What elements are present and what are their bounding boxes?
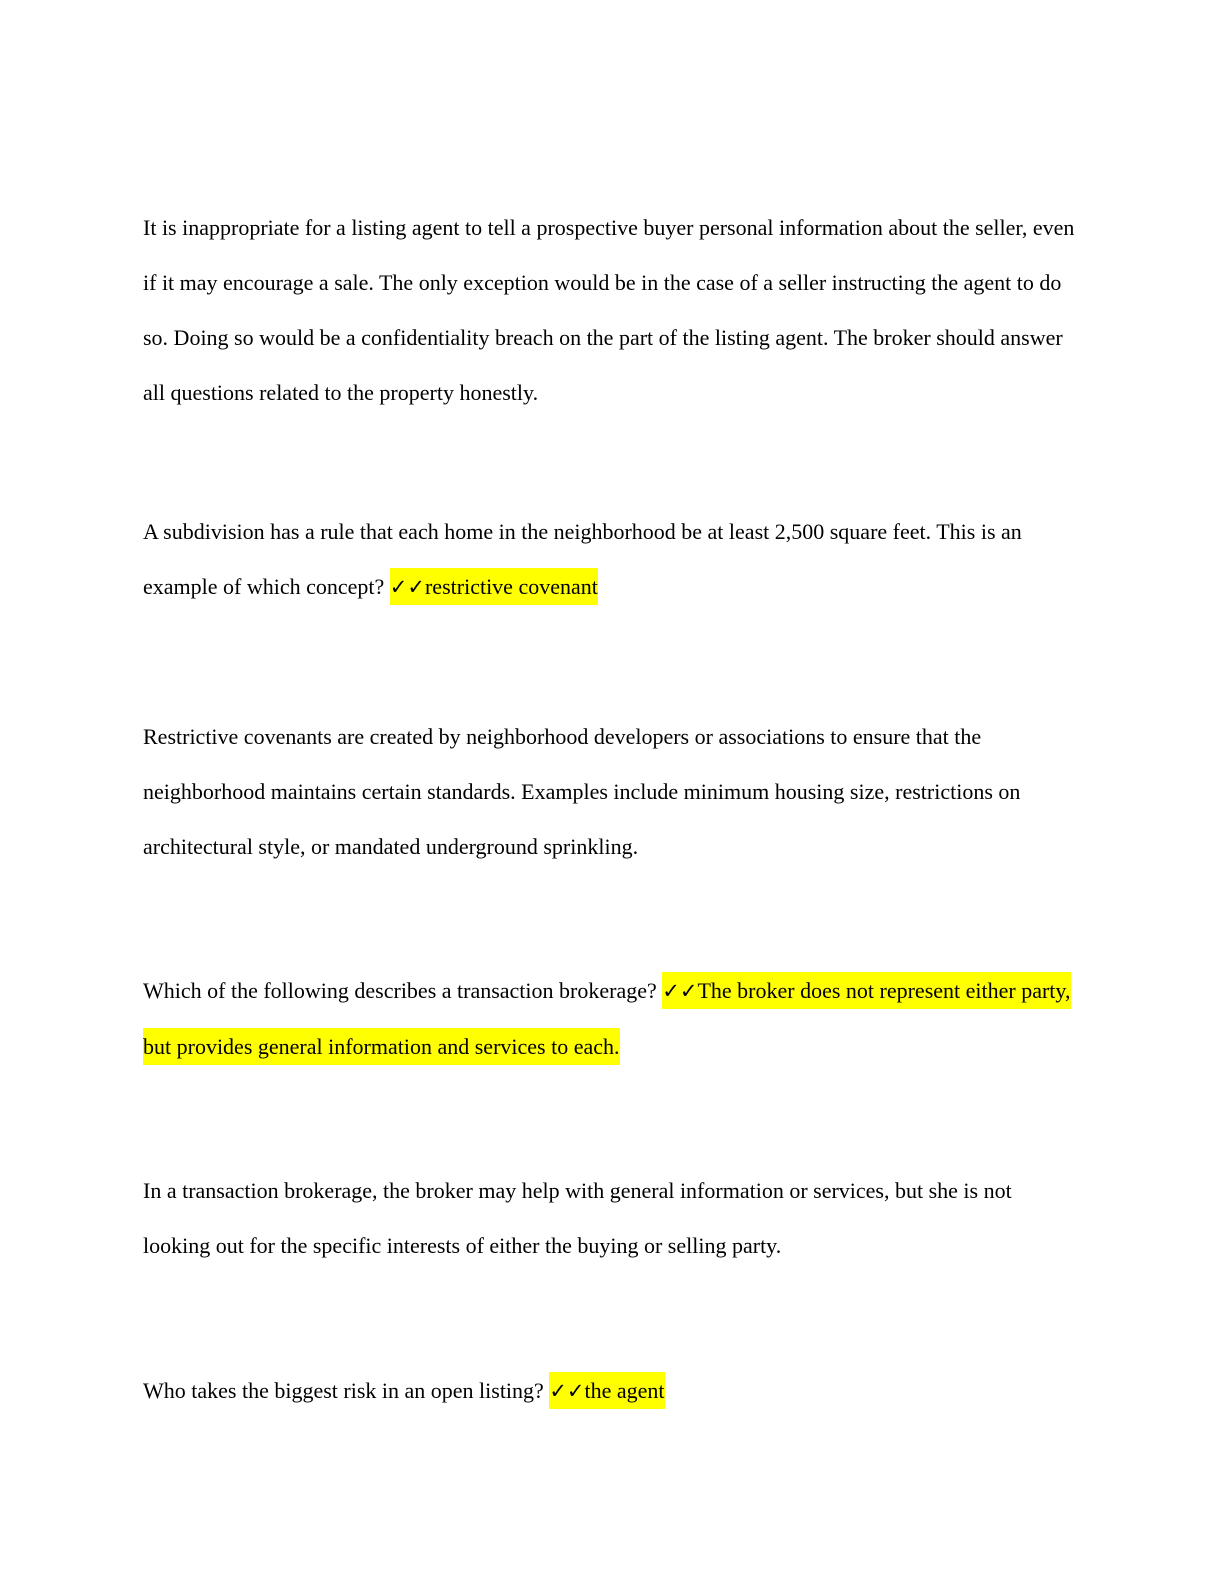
explanation-paragraph [143,200,1083,420]
double-check-icon: ✓✓ [549,1379,585,1403]
double-check-icon: ✓✓ [662,979,698,1003]
answer-text: restrictive covenant [424,574,598,599]
explanation-paragraph [143,709,1083,874]
question-text: Who takes the biggest risk in an open listing? [143,1378,544,1403]
explanation-text: In a transaction brokerage, the broker may help with general information or services, but she is not looking out for the specific interests of either the buying or selling party. [143,1178,1012,1258]
question-paragraph [143,963,1083,1074]
answer-highlight [390,568,598,605]
answer-text: the agent [584,1378,665,1403]
question-paragraph [143,1363,1083,1419]
answer-text: The broker does not represent either party, but provides general information and services to each. [143,978,1071,1059]
explanation-paragraph [143,1163,1083,1273]
explanation-text: Restrictive covenants are created by neighborhood developers or associations to ensure that the neighborhood maintains certain standards. Examples include minimum housing size, restrictions on architectural style, or mandated underground sprinkling. [143,724,1021,859]
double-check-icon: ✓✓ [389,575,425,599]
question-text: A subdivision has a rule that each home in the neighborhood be at least 2,500 square feet. This is an example of which concept? [143,519,1022,599]
answer-highlight [549,1372,664,1409]
question-text: Which of the following describes a transaction brokerage? [143,978,657,1003]
question-paragraph [143,504,1083,615]
explanation-text: It is inappropriate for a listing agent to tell a prospective buyer personal information about the seller, even if it may encourage a sale. The only exception would be in the case of a seller instructing the agent to do so. Doing so would be a confidentiality breach on the part of the listing agent. The broker should answer all questions related to the property honestly. [143,215,1075,405]
